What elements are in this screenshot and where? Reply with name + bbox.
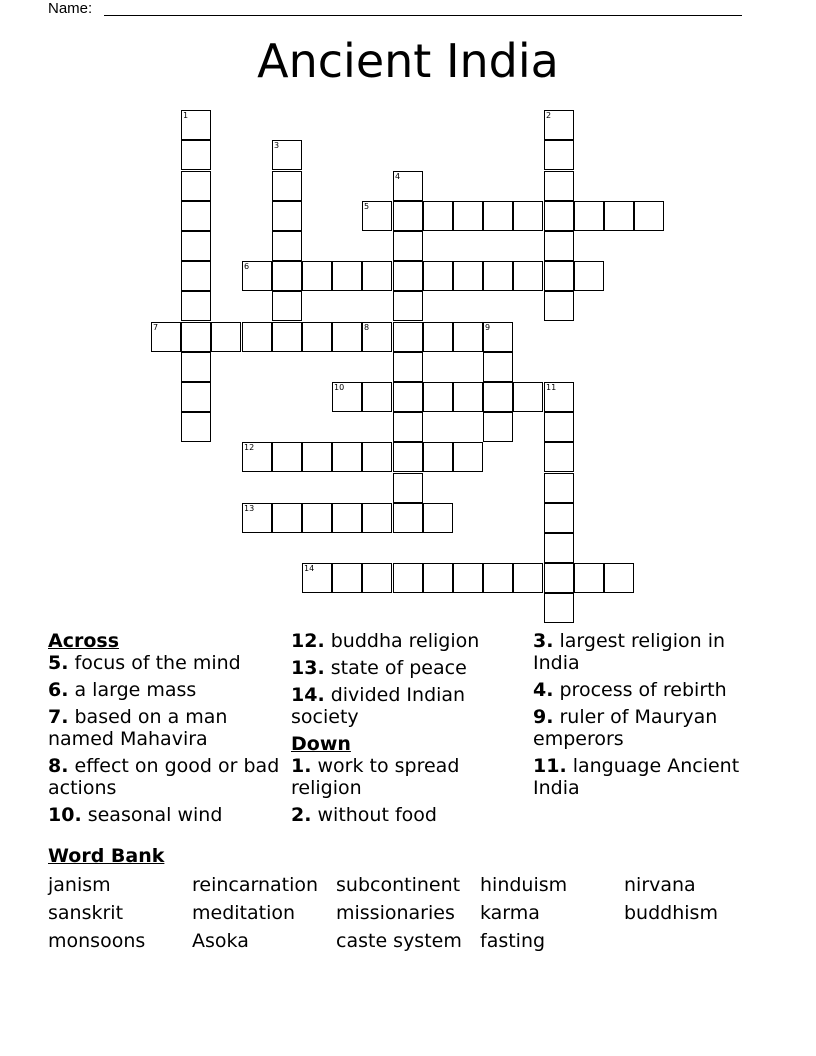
word-bank-item: fasting [480, 930, 546, 952]
grid-cell[interactable] [181, 261, 211, 291]
grid-cell[interactable] [544, 533, 574, 563]
word-bank-item: caste system [336, 930, 462, 952]
grid-cell[interactable] [181, 171, 211, 201]
clue-number: 13 [244, 504, 255, 513]
grid-cell[interactable] [483, 261, 513, 291]
grid-cell[interactable] [393, 201, 423, 231]
clue-down-4: 4. process of rebirth [533, 679, 727, 701]
grid-cell[interactable] [272, 261, 302, 291]
grid-cell[interactable] [272, 201, 302, 231]
grid-cell[interactable] [393, 231, 423, 261]
grid-cell[interactable] [393, 352, 423, 382]
word-bank-item: hinduism [480, 874, 568, 896]
grid-cell[interactable] [272, 322, 302, 352]
clue-down-1: 1. work to spread religion [291, 755, 460, 799]
clue-across-14: 14. divided Indian society [291, 684, 466, 728]
clue-down-2: 2. without food [291, 804, 437, 826]
grid-cell[interactable] [393, 322, 423, 352]
grid-cell[interactable] [181, 382, 211, 412]
grid-cell[interactable] [634, 201, 664, 231]
clue-number: 2 [546, 111, 552, 120]
grid-cell[interactable] [242, 322, 272, 352]
clue-number: 4 [395, 172, 401, 181]
clue-number: 6 [244, 262, 250, 271]
grid-cell[interactable] [453, 442, 483, 472]
grid-cell[interactable] [574, 563, 604, 593]
grid-cell[interactable] [362, 201, 392, 231]
word-bank-heading: Word Bank [48, 845, 165, 867]
across-heading: Across [48, 630, 120, 652]
grid-cell[interactable] [604, 563, 634, 593]
clue-across-6: 6. a large mass [48, 679, 197, 701]
word-bank-item: sanskrit [48, 902, 124, 924]
grid-cell[interactable] [483, 563, 513, 593]
grid-cell[interactable] [362, 261, 392, 291]
grid-cell[interactable] [544, 473, 574, 503]
grid-cell[interactable] [544, 442, 574, 472]
grid-cell[interactable] [393, 261, 423, 291]
down-heading: Down [291, 733, 351, 755]
clue-across-8: 8. effect on good or bad actions [48, 755, 280, 799]
word-bank-item: meditation [192, 902, 296, 924]
grid-cell[interactable] [181, 231, 211, 261]
word-bank-item: subcontinent [336, 874, 461, 896]
grid-cell[interactable] [181, 352, 211, 382]
grid-cell[interactable] [393, 473, 423, 503]
grid-cell[interactable] [544, 382, 574, 412]
word-bank-item: reincarnation [192, 874, 319, 896]
grid-cell[interactable] [181, 412, 211, 442]
grid-cell[interactable] [423, 563, 453, 593]
grid-cell[interactable] [272, 171, 302, 201]
clue-across-5: 5. focus of the mind [48, 652, 241, 674]
word-bank-item: karma [480, 902, 540, 924]
grid-cell[interactable] [513, 382, 543, 412]
grid-cell[interactable] [181, 291, 211, 321]
clue-column-2 [291, 630, 526, 831]
grid-cell[interactable] [393, 563, 423, 593]
clue-across-12: 12. buddha religion [291, 630, 480, 652]
grid-cell[interactable] [272, 503, 302, 533]
grid-cell[interactable] [513, 563, 543, 593]
grid-cell[interactable] [393, 382, 423, 412]
grid-cell[interactable] [423, 322, 453, 352]
grid-cell[interactable] [362, 503, 392, 533]
grid-cell[interactable] [453, 261, 483, 291]
clue-number: 11 [546, 383, 557, 392]
grid-cell[interactable] [423, 503, 453, 533]
grid-cell[interactable] [181, 322, 211, 352]
clue-number: 5 [364, 202, 370, 211]
name-label: Name: [48, 0, 93, 17]
word-bank-item: missionaries [336, 902, 455, 924]
grid-cell[interactable] [544, 291, 574, 321]
word-bank-item: janism [48, 874, 111, 896]
grid-cell[interactable] [272, 231, 302, 261]
grid-cell[interactable] [453, 322, 483, 352]
grid-cell[interactable] [362, 322, 392, 352]
grid-cell[interactable] [362, 563, 392, 593]
grid-cell[interactable] [544, 231, 574, 261]
clue-column-1 [48, 630, 283, 831]
grid-cell[interactable] [513, 201, 543, 231]
clue-number: 10 [334, 383, 345, 392]
clue-across-13: 13. state of peace [291, 657, 467, 679]
grid-cell[interactable] [574, 201, 604, 231]
grid-cell[interactable] [242, 503, 272, 533]
grid-cell[interactable] [272, 442, 302, 472]
grid-cell[interactable] [544, 110, 574, 140]
grid-cell[interactable] [483, 201, 513, 231]
grid-cell[interactable] [544, 563, 574, 593]
grid-cell[interactable] [544, 412, 574, 442]
grid-cell[interactable] [242, 442, 272, 472]
grid-cell[interactable] [362, 442, 392, 472]
word-bank [48, 874, 768, 952]
grid-cell[interactable] [181, 110, 211, 140]
clue-down-11: 11. language Ancient India [533, 755, 740, 799]
grid-cell[interactable] [423, 382, 453, 412]
grid-cell[interactable] [332, 503, 362, 533]
grid-cell[interactable] [483, 352, 513, 382]
grid-cell[interactable] [211, 322, 241, 352]
grid-cell[interactable] [302, 442, 332, 472]
grid-cell[interactable] [362, 382, 392, 412]
grid-cell[interactable] [423, 201, 453, 231]
clue-number: 8 [364, 323, 370, 332]
grid-cell[interactable] [393, 171, 423, 201]
grid-cell[interactable] [302, 322, 332, 352]
grid-cell[interactable] [181, 140, 211, 170]
grid-cell[interactable] [544, 593, 574, 623]
clue-number: 3 [274, 141, 280, 150]
word-bank-item: buddhism [624, 902, 718, 924]
grid-cell[interactable] [393, 503, 423, 533]
grid-cell[interactable] [453, 201, 483, 231]
clue-number: 9 [485, 323, 491, 332]
grid-cell[interactable] [393, 291, 423, 321]
grid-cell[interactable] [544, 201, 574, 231]
clue-down-9: 9. ruler of Mauryan emperors [533, 706, 718, 750]
grid-cell[interactable] [393, 412, 423, 442]
grid-cell[interactable] [453, 563, 483, 593]
grid-cell[interactable] [302, 261, 332, 291]
clue-across-7: 7. based on a man named Mahavira [48, 706, 228, 750]
grid-cell[interactable] [151, 322, 181, 352]
word-bank-item: Asoka [192, 930, 249, 952]
grid-cell[interactable] [332, 322, 362, 352]
clue-across-10: 10. seasonal wind [48, 804, 223, 826]
clue-number: 7 [153, 323, 159, 332]
grid-cell[interactable] [272, 291, 302, 321]
word-bank-item: monsoons [48, 930, 146, 952]
grid-cell[interactable] [544, 261, 574, 291]
clue-number: 12 [244, 443, 255, 452]
clue-down-3: 3. largest religion in India [533, 630, 726, 674]
clue-number: 14 [304, 564, 315, 573]
clue-column-3 [533, 630, 768, 804]
grid-cell[interactable] [483, 322, 513, 352]
grid-cell[interactable] [574, 261, 604, 291]
clue-number: 1 [183, 111, 189, 120]
grid-cell[interactable] [272, 140, 302, 170]
grid-cell[interactable] [393, 442, 423, 472]
grid-cell[interactable] [604, 201, 634, 231]
grid-cell[interactable] [242, 261, 272, 291]
grid-cell[interactable] [483, 382, 513, 412]
page-title: Ancient India [257, 34, 559, 88]
word-bank-item: nirvana [624, 874, 696, 896]
grid-cell[interactable] [513, 261, 543, 291]
grid-cell[interactable] [332, 382, 362, 412]
grid-cell[interactable] [332, 261, 362, 291]
grid-cell[interactable] [544, 171, 574, 201]
grid-cell[interactable] [423, 442, 453, 472]
grid-cell[interactable] [483, 412, 513, 442]
grid-cell[interactable] [544, 140, 574, 170]
grid-cell[interactable] [423, 261, 453, 291]
grid-cell[interactable] [302, 503, 332, 533]
grid-cell[interactable] [453, 382, 483, 412]
grid-cell[interactable] [332, 563, 362, 593]
grid-cell[interactable] [332, 442, 362, 472]
grid-cell[interactable] [302, 563, 332, 593]
grid-cell[interactable] [181, 201, 211, 231]
grid-cell[interactable] [544, 503, 574, 533]
